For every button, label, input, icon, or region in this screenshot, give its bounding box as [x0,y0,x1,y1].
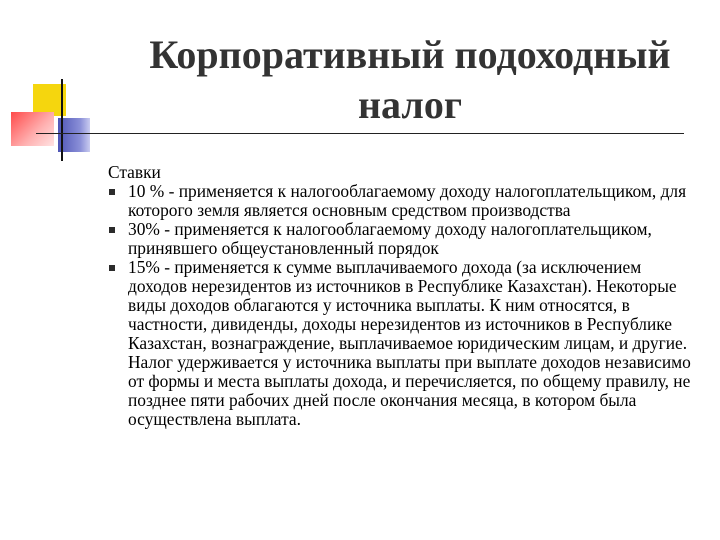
square-bullet-icon [109,265,115,271]
title-line-2: налог [357,82,462,127]
vertical-line [61,79,63,161]
square-bullet-icon [109,189,115,195]
bullet-text: 10 % - применяется к налогооблагаемому доходу налогоплательщиком, для которого земля является основным средством производства [128,181,687,220]
list-item [100,258,700,429]
bullet-text: 30% - применяется к налогооблагаемому доходу налогоплательщиком, принявшего общеустановленный порядок [128,219,652,258]
slide-content [100,163,700,429]
title-divider [36,133,684,134]
square-bullet-icon [109,227,115,233]
list-item [100,182,700,220]
rates-label: Ставки [108,162,161,182]
list-item [100,220,700,258]
title-line-1: Корпоративный подоходный [149,32,671,77]
bullet-list [100,182,700,429]
slide-title [110,30,710,130]
bullet-text: 15% - применяется к сумме выплачиваемого дохода (за исключением доходов нерезидентов из источников в Республике Казахстан). Некоторые виды доходов облагаются у источника выплаты. К ним относятся, в частности, дивиденды, доходы нерезидентов из источников в Республике Казахстан, вознаграждение, выплачиваемое юридическим лицам, и другие. Налог удерживается у источника выплаты при выплате доходов независимо от формы и места выплаты дохода, и перечисляется, по общему правилу, не позднее пяти рабочих дней после окончания месяца, в котором была осуществлена выплата. [128,257,691,429]
red-square [11,112,54,146]
decorative-logo [0,0,110,170]
